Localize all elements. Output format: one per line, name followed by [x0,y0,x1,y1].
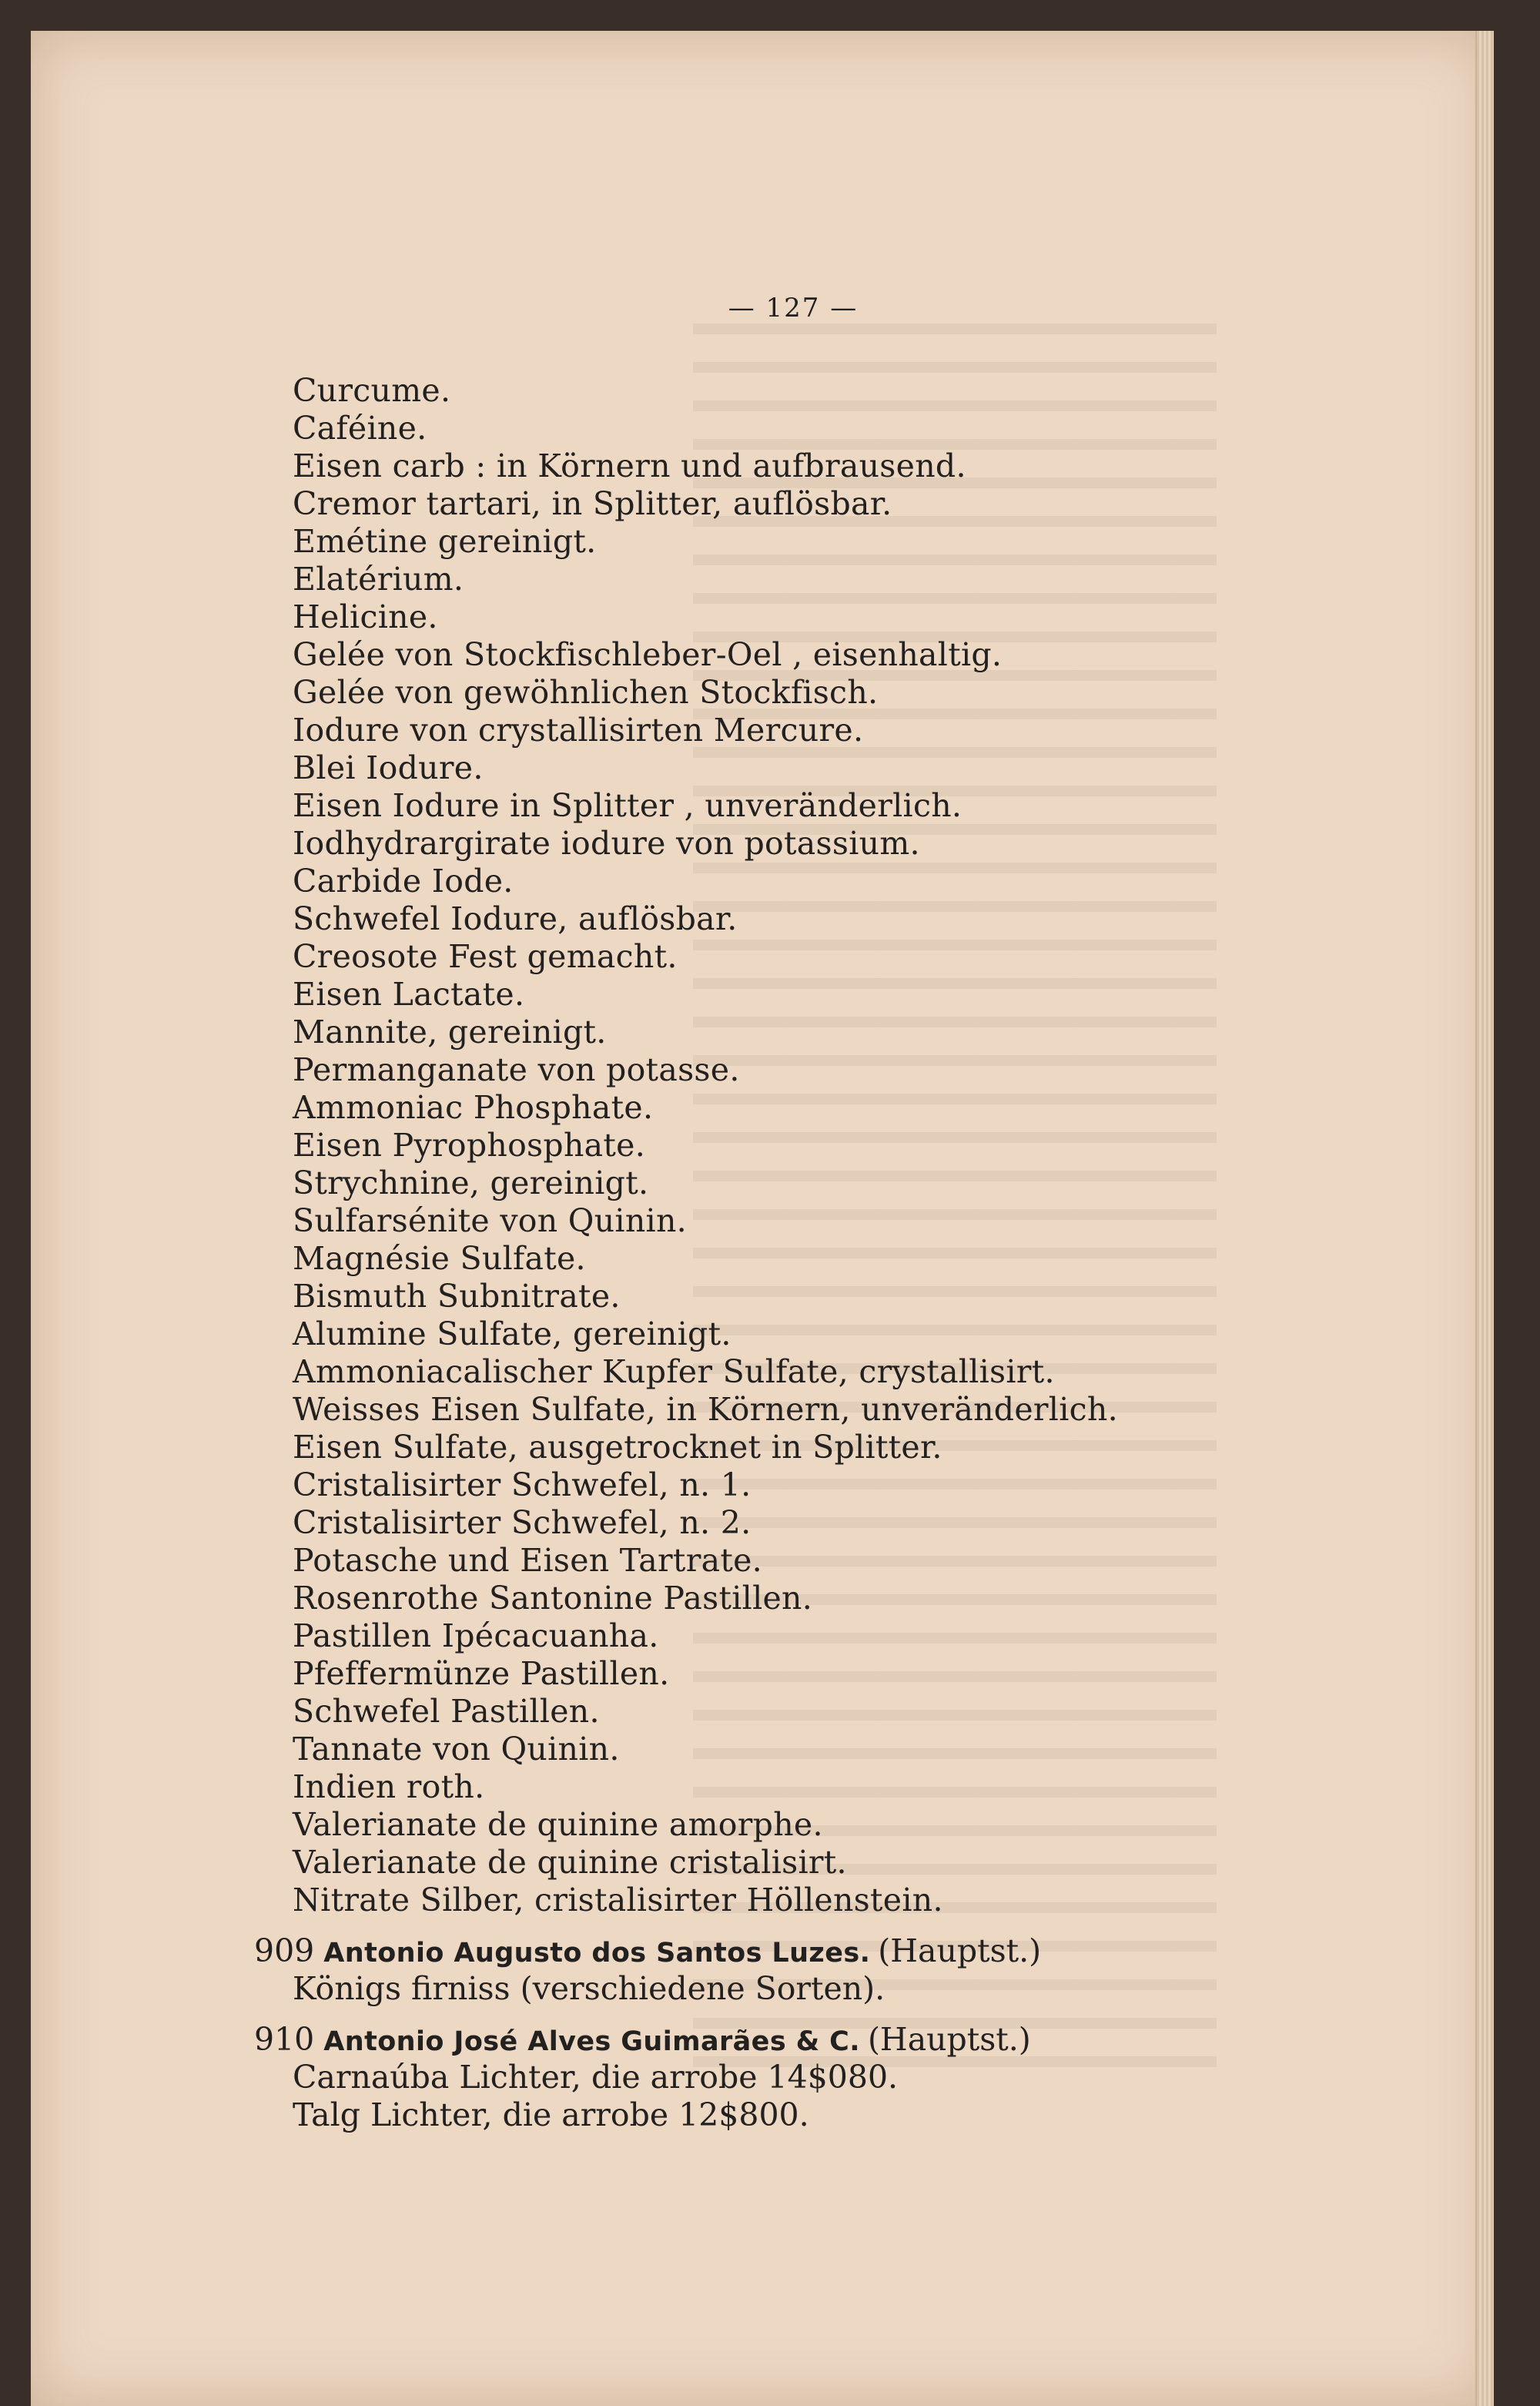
list-item: Sulfarsénite von Quinin. [293,1202,687,1239]
list-item: Blei Iodure. [293,749,484,786]
list-item: Emétine gereinigt. [293,523,597,560]
list-item: Ammoniacalischer Kupfer Sulfate, crystallisirt. [293,1353,1055,1390]
list-item: Cremor tartari, in Splitter, auflösbar. [293,485,892,522]
list-item: Eisen Sulfate, ausgetrocknet in Splitter. [293,1429,942,1466]
list-item: Eisen Iodure in Splitter , unveränderlich. [293,787,962,824]
merchant-entry-909 [254,1932,1041,1972]
book-page [31,31,1494,2406]
list-item: Schwefel Iodure, auflösbar. [293,900,738,937]
list-item: Gelée von Stockfischleber-Oel , eisenhaltig. [293,636,1003,673]
list-item: Permanganate von potasse. [293,1051,740,1088]
list-item: Magnésie Sulfate. [293,1240,586,1277]
list-item: Valerianate de quinine cristalisirt. [293,1844,847,1881]
merchant-location: (Hauptst.) [878,1932,1042,1969]
list-item: Gelée von gewöhnlichen Stockfisch. [293,674,879,711]
merchant-entry-910 [254,2020,1031,2061]
list-item: Helicine. [293,598,438,635]
merchant-product: Talg Lichter, die arrobe 12$800. [293,2096,809,2133]
list-item: Elatérium. [293,561,464,598]
list-item: Eisen Pyrophosphate. [293,1127,646,1164]
merchant-product: Königs firniss (verschiedene Sorten). [293,1970,886,2007]
list-item: Potasche und Eisen Tartrate. [293,1542,763,1579]
list-item: Caféine. [293,410,427,447]
list-item: Nitrate Silber, cristalisirter Höllenstein. [293,1882,943,1918]
merchant-name: Antonio Augusto dos Santos Luzes. [323,1938,871,1969]
list-item: Bismuth Subnitrate. [293,1278,621,1315]
list-item: Tannate von Quinin. [293,1731,620,1768]
list-item: Alumine Sulfate, gereinigt. [293,1315,732,1352]
list-item: Pastillen Ipécacuanha. [293,1617,659,1654]
list-item: Eisen Lactate. [293,976,525,1013]
list-item: Valerianate de quinine amorphe. [293,1806,823,1843]
list-item: Creosote Fest gemacht. [293,938,678,975]
merchant-product: Carnaúba Lichter, die arrobe 14$080. [293,2059,899,2096]
list-item: Eisen carb : in Körnern und aufbrausend. [293,447,966,484]
list-item: Carbide Iode. [293,863,514,900]
list-item: Iodhydrargirate iodure von potassium. [293,825,920,862]
list-item: Curcume. [293,372,451,409]
list-item: Iodure von crystallisirten Mercure. [293,712,864,749]
merchant-number: 909 [254,1932,315,1969]
merchant-number: 910 [254,2021,315,2058]
list-item: Weisses Eisen Sulfate, in Körnern, unveränderlich. [293,1391,1118,1428]
merchant-name: Antonio José Alves Guimarães & C. [323,2026,860,2057]
list-item: Mannite, gereinigt. [293,1014,607,1051]
page-edge [1475,31,1494,2406]
merchant-location: (Hauptst.) [867,2021,1031,2058]
list-item: Rosenrothe Santonine Pastillen. [293,1580,813,1617]
list-item: Indien roth. [293,1768,485,1805]
list-item: Strychnine, gereinigt. [293,1164,649,1201]
list-item: Cristalisirter Schwefel, n. 2. [293,1504,752,1541]
list-item: Ammoniac Phosphate. [293,1089,654,1126]
page-number: — 127 — [728,293,859,323]
list-item: Cristalisirter Schwefel, n. 1. [293,1466,752,1503]
list-item: Schwefel Pastillen. [293,1693,600,1730]
list-item: Pfeffermünze Pastillen. [293,1655,670,1692]
